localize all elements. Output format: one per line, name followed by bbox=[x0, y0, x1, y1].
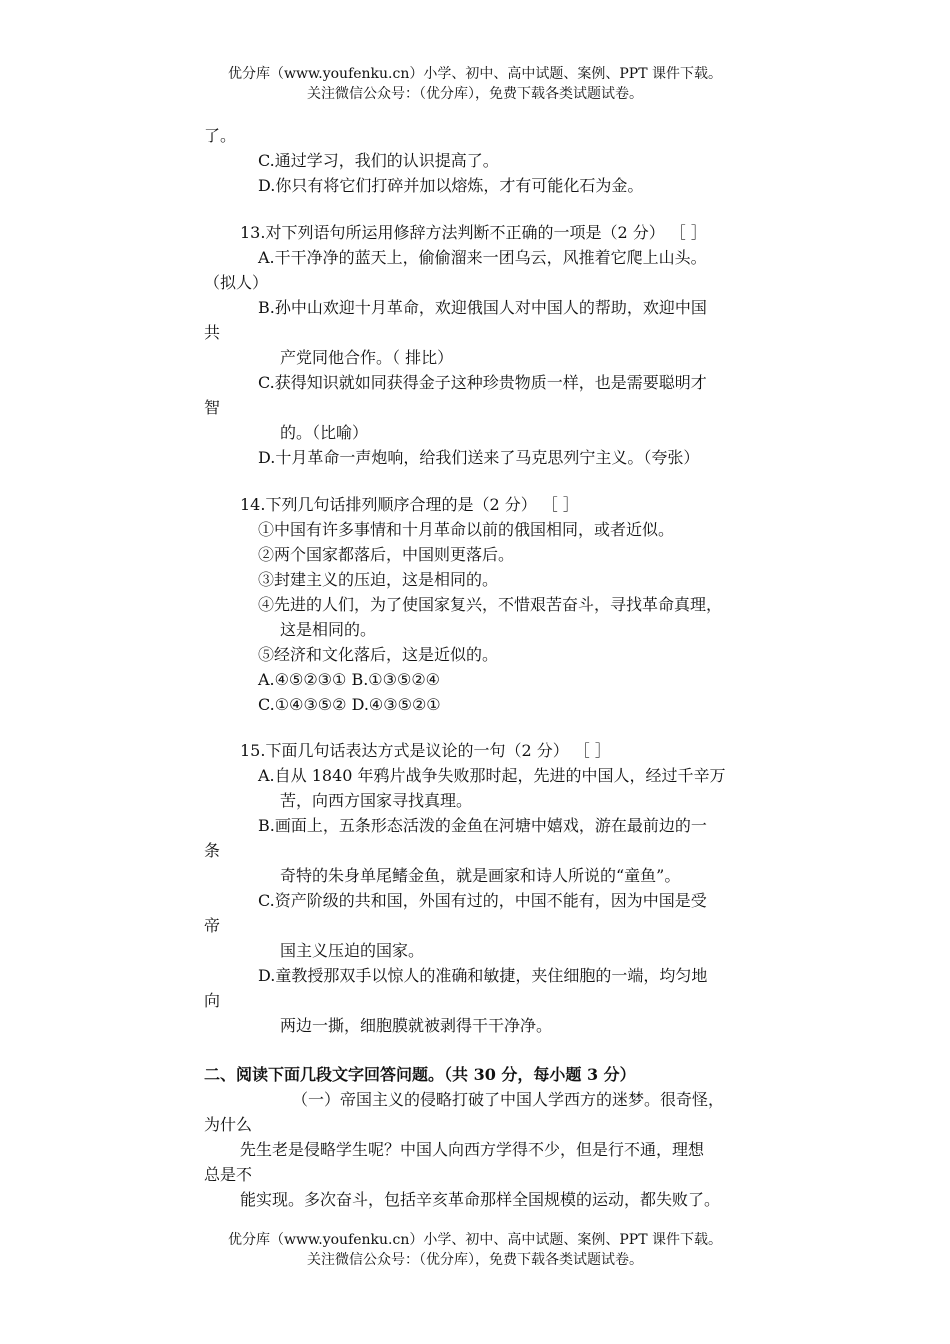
q13-option-b: B.孙中山欢迎十月革命，欢迎俄国人对中国人的帮助，欢迎中国 bbox=[258, 298, 707, 317]
q13-option-c-cont: 智 bbox=[204, 398, 221, 417]
q15-option-c-cont: 帝 bbox=[204, 916, 221, 935]
q13-option-a-cont: （拟人） bbox=[204, 273, 269, 292]
q15-option-b-cont: 条 bbox=[204, 841, 221, 860]
q14-sentence-1: ①中国有许多事情和十月革命以前的俄国相同，或者近似。 bbox=[258, 520, 675, 539]
question-14: 14.下列几句话排列顺序合理的是（2 分） ［ ］ bbox=[240, 495, 579, 514]
header-line-1: 优分库（www.youfenku.cn）小学、初中、高中试题、案例、PPT 课件下载。 bbox=[227, 66, 722, 82]
q15-option-a-cont: 苦，向西方国家寻找真理。 bbox=[280, 791, 473, 810]
passage-line: （一）帝国主义的侵略打破了中国人学西方的迷梦。很奇怪， bbox=[292, 1090, 725, 1109]
question-13: 13.对下列语句所运用修辞方法判断不正确的一项是（2 分） ［ ］ bbox=[240, 223, 707, 242]
q15-option-c-cont: 国主义压迫的国家。 bbox=[280, 941, 425, 960]
header-line-2: 关注微信公众号：（优分库），免费下载各类试题试卷。 bbox=[307, 86, 643, 102]
q13-option-d: D.十月革命一声炮响，给我们送来了马克思列宁主义。（夸张） bbox=[258, 448, 700, 467]
q14-sentence-5: ⑤经济和文化落后，这是近似的。 bbox=[258, 645, 499, 664]
q15-option-d-cont: 向 bbox=[204, 991, 221, 1010]
section-2-heading: 二、阅读下面几段文字回答问题。（共 30 分，每小题 3 分） bbox=[204, 1065, 636, 1084]
option-c: C.通过学习，我们的认识提高了。 bbox=[258, 151, 499, 170]
q15-option-d: D.童教授那双手以惊人的准确和敏捷，夹住细胞的一端，均匀地 bbox=[258, 966, 708, 985]
question-15: 15.下面几句话表达方式是议论的一句（2 分） ［ ］ bbox=[240, 741, 611, 760]
q13-option-b-cont: 共 bbox=[204, 323, 221, 342]
q14-sentence-4: ④先进的人们，为了使国家复兴，不惜艰苦奋斗，寻找革命真理， bbox=[258, 595, 723, 614]
q13-option-a: A.干干净净的蓝天上，偷偷溜来一团乌云，风推着它爬上山头。 bbox=[258, 248, 707, 267]
q15-option-c: C.资产阶级的共和国，外国有过的，中国不能有，因为中国是受 bbox=[258, 891, 707, 910]
q15-option-b: B.画面上，五条形态活泼的金鱼在河塘中嬉戏，游在最前边的一 bbox=[258, 816, 707, 835]
footer-line-2: 关注微信公众号：（优分库），免费下载各类试题试卷。 bbox=[307, 1252, 643, 1268]
passage-line: 为什么 bbox=[204, 1115, 253, 1134]
q14-options-ab: A.④⑤②③① B.①③⑤②④ bbox=[258, 670, 441, 689]
q14-options-cd: C.①④③⑤② D.④③⑤②① bbox=[258, 695, 441, 714]
q13-option-b-cont: 产党同他合作。（ 排比） bbox=[280, 348, 454, 367]
q13-option-c: C.获得知识就如同获得金子这种珍贵物质一样，也是需要聪明才 bbox=[258, 373, 707, 392]
q14-sentence-3: ③封建主义的压迫，这是相同的。 bbox=[258, 570, 499, 589]
q14-sentence-2: ②两个国家都落后，中国则更落后。 bbox=[258, 545, 515, 564]
q15-option-d-cont: 两边一撕，细胞膜就被剥得干干净净。 bbox=[280, 1016, 553, 1035]
footer-line-1: 优分库（www.youfenku.cn）小学、初中、高中试题、案例、PPT 课件下载。 bbox=[227, 1232, 722, 1248]
passage-line: 总是不 bbox=[204, 1165, 253, 1184]
q15-option-a: A.自从 1840 年鸦片战争失败那时起，先进的中国人，经过千辛万 bbox=[258, 766, 726, 785]
q14-sentence-4-cont: 这是相同的。 bbox=[280, 620, 377, 639]
q15-option-b-cont: 奇特的朱身单尾鳍金鱼，就是画家和诗人所说的“童鱼”。 bbox=[280, 866, 681, 885]
q13-option-c-cont: 的。（比喻） bbox=[280, 423, 369, 442]
passage-line: 先生老是侵略学生呢？中国人向西方学得不少，但是行不通，理想 bbox=[240, 1140, 705, 1159]
passage-line: 能实现。多次奋斗，包括辛亥革命那样全国规模的运动，都失败了。 bbox=[240, 1190, 721, 1209]
text-line: 了。 bbox=[204, 126, 237, 145]
option-d: D.你只有将它们打碎并加以熔炼，才有可能化石为金。 bbox=[258, 176, 644, 195]
